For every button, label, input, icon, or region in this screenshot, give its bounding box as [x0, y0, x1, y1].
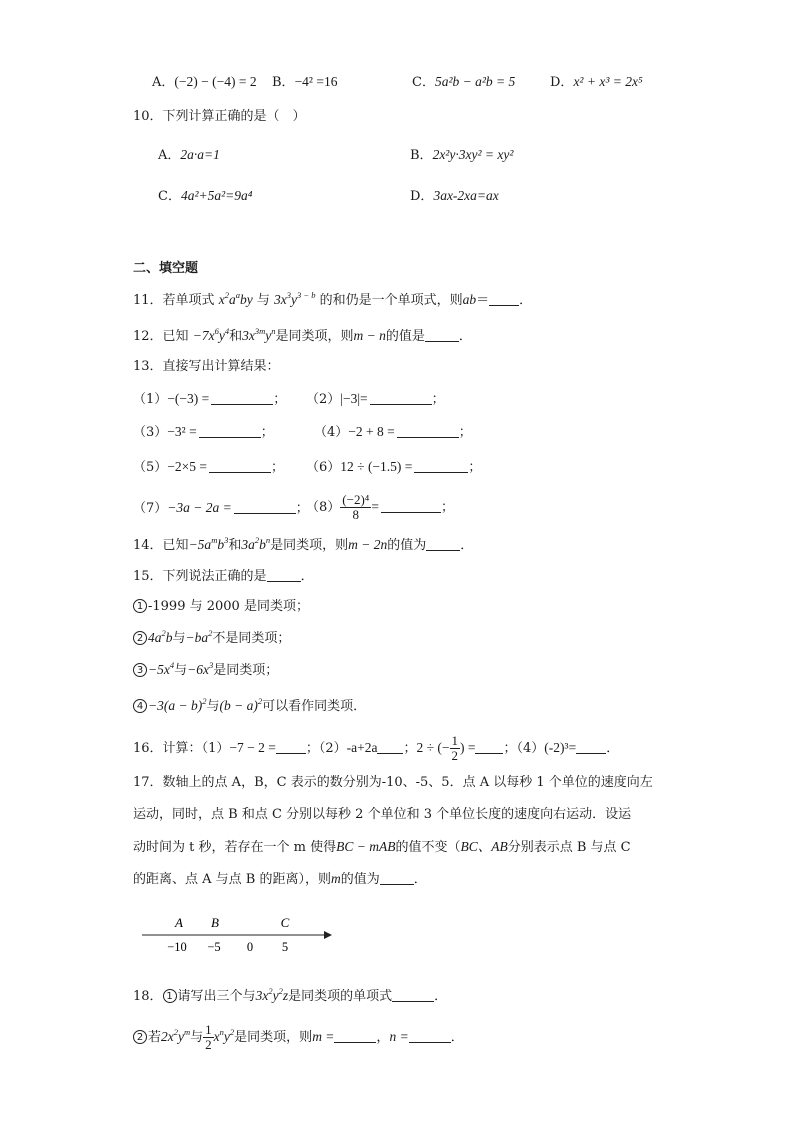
tick-label: −5 [207, 940, 221, 954]
point-label-a: A [175, 915, 183, 930]
answer-blank[interactable] [370, 391, 432, 405]
q15-item-3: $3 -5x^4$与$-6x^3$是同类项； [133, 662, 278, 679]
tick-label: 5 [281, 940, 289, 954]
q13-item-6: （6）12 ÷ (−1.5) = ； [306, 459, 482, 475]
axis-arrow [324, 931, 332, 939]
q17-line-3: 动时间为 t 秒，若存在一个 m 使得BC − mAB的值不变（BC、AB分别表示点 B 与点 C [133, 839, 631, 855]
q15-item-2: 2 $4a^2b$与$-ba^2$不是同类项； [133, 630, 290, 647]
q10-option-b: B．2x²y·3xy² = xy² [410, 147, 514, 163]
answer-blank[interactable] [234, 500, 296, 514]
tick-label: −10 [167, 940, 187, 954]
answer-blank[interactable] [199, 424, 261, 438]
answer-blank[interactable] [409, 1029, 451, 1043]
q13-stem: 13．直接写出计算结果： [133, 359, 280, 374]
q13-item-4: （4）−2 + 8 = ； [314, 424, 472, 440]
answer-blank[interactable] [276, 740, 306, 754]
answer-blank[interactable] [381, 499, 441, 513]
q13-item-1: （1）−(−3) = ； [133, 391, 287, 407]
q10-option-a: A．2a·a=1 [158, 147, 220, 163]
answer-blank[interactable] [377, 740, 403, 754]
q12: 12．已知 $-7x^6y^4$和$3x^{3m}y^n$是同类项，则m − n的值是 ． [133, 326, 472, 344]
q13-item-2: （2）|−3|= ； [306, 391, 445, 407]
q17-line-2: 运动，同时，点 B 和点 C 分别以每秒 2 个单位和 3 个单位长度的速度向右运动．设运 [133, 807, 632, 822]
answer-blank[interactable] [380, 871, 414, 885]
answer-blank[interactable] [426, 537, 460, 551]
q13-item-5: （5）−2×5 = ； [133, 459, 285, 475]
q9-option-c: C．5a²b − a²b = 5 [412, 74, 516, 90]
q11: 11．若单项式 $x^2a^aby$ 与 $3x^3y^{3 - b}$ 的和仍是一个单项式，则ab＝ ． [133, 290, 533, 308]
answer-blank[interactable] [209, 459, 271, 473]
answer-blank[interactable] [425, 328, 459, 342]
tick-label: 0 [246, 940, 254, 954]
q17-line-4: 的距离、点 A 与点 B 的距离），则m的值为 ． [133, 871, 427, 887]
answer-blank[interactable] [576, 740, 606, 754]
q15-item-4: $4 -3(a - b)^2$与$(b - a)^2$可以看作同类项． [133, 698, 366, 715]
q14: 14．已知$-5a^mb^3$和$3a^2b^n$是同类项，则m − 2n的值为 ． [133, 535, 474, 553]
answer-blank[interactable] [475, 740, 503, 754]
point-label-b: B [211, 915, 219, 930]
q13-item-8: （8） $\frac{\text{(−2)⁴}}{8}$ = ； [306, 492, 454, 522]
answer-blank[interactable] [211, 391, 273, 405]
q15-stem: 15．下列说法正确的是 ． [133, 569, 314, 584]
q13-item-7: （7）−3a − 2a = ； [133, 500, 309, 516]
q13-item-3: （3）−3² = ； [133, 424, 274, 440]
q17-line-1: 17．数轴上的点 A，B，C 表示的数分别为-10、-5、5．点 A 以每秒 1 个单位的速度向左 [133, 775, 653, 790]
q18-line-2: 2 若$2x^2y^m$与 $\frac{1}{2}$ $x^ny^2$是同类项，则m = ，n = ． [133, 1020, 464, 1055]
answer-blank[interactable] [267, 568, 301, 582]
q16: 16．计算：（1）−7 − 2 = ；（2）-a+2a ；2 ÷ (− $\frac{1}{2}$ ) = ；（4）(-2)³= ． [133, 733, 620, 763]
answer-blank[interactable] [489, 292, 519, 306]
q15-item-1: 1 -1999 与 2000 是同类项； [133, 599, 309, 615]
number-line [138, 910, 338, 958]
answer-blank[interactable] [392, 988, 434, 1002]
answer-blank[interactable] [397, 424, 459, 438]
q9-option-a: A．(−2) − (−4) = 2 [152, 74, 257, 90]
q9-option-b: B．−4² =16 [272, 74, 338, 90]
answer-blank[interactable] [414, 459, 468, 473]
point-label-c: C [280, 915, 290, 930]
q10-option-c: C．4a²+5a²=9a⁴ [158, 188, 253, 204]
q9-option-d: D．x² + x³ = 2x⁵ [550, 74, 643, 90]
q18-line-1: 18． 1 请写出三个与$3x^2y^2z$是同类项的单项式 ． [133, 986, 448, 1004]
section-title: 二、填空题 [133, 261, 199, 276]
q10-stem: 10．下列计算正确的是（ ） [133, 109, 306, 124]
q10-option-d: D．3ax-2xa=ax [410, 188, 499, 204]
answer-blank[interactable] [334, 1029, 376, 1043]
